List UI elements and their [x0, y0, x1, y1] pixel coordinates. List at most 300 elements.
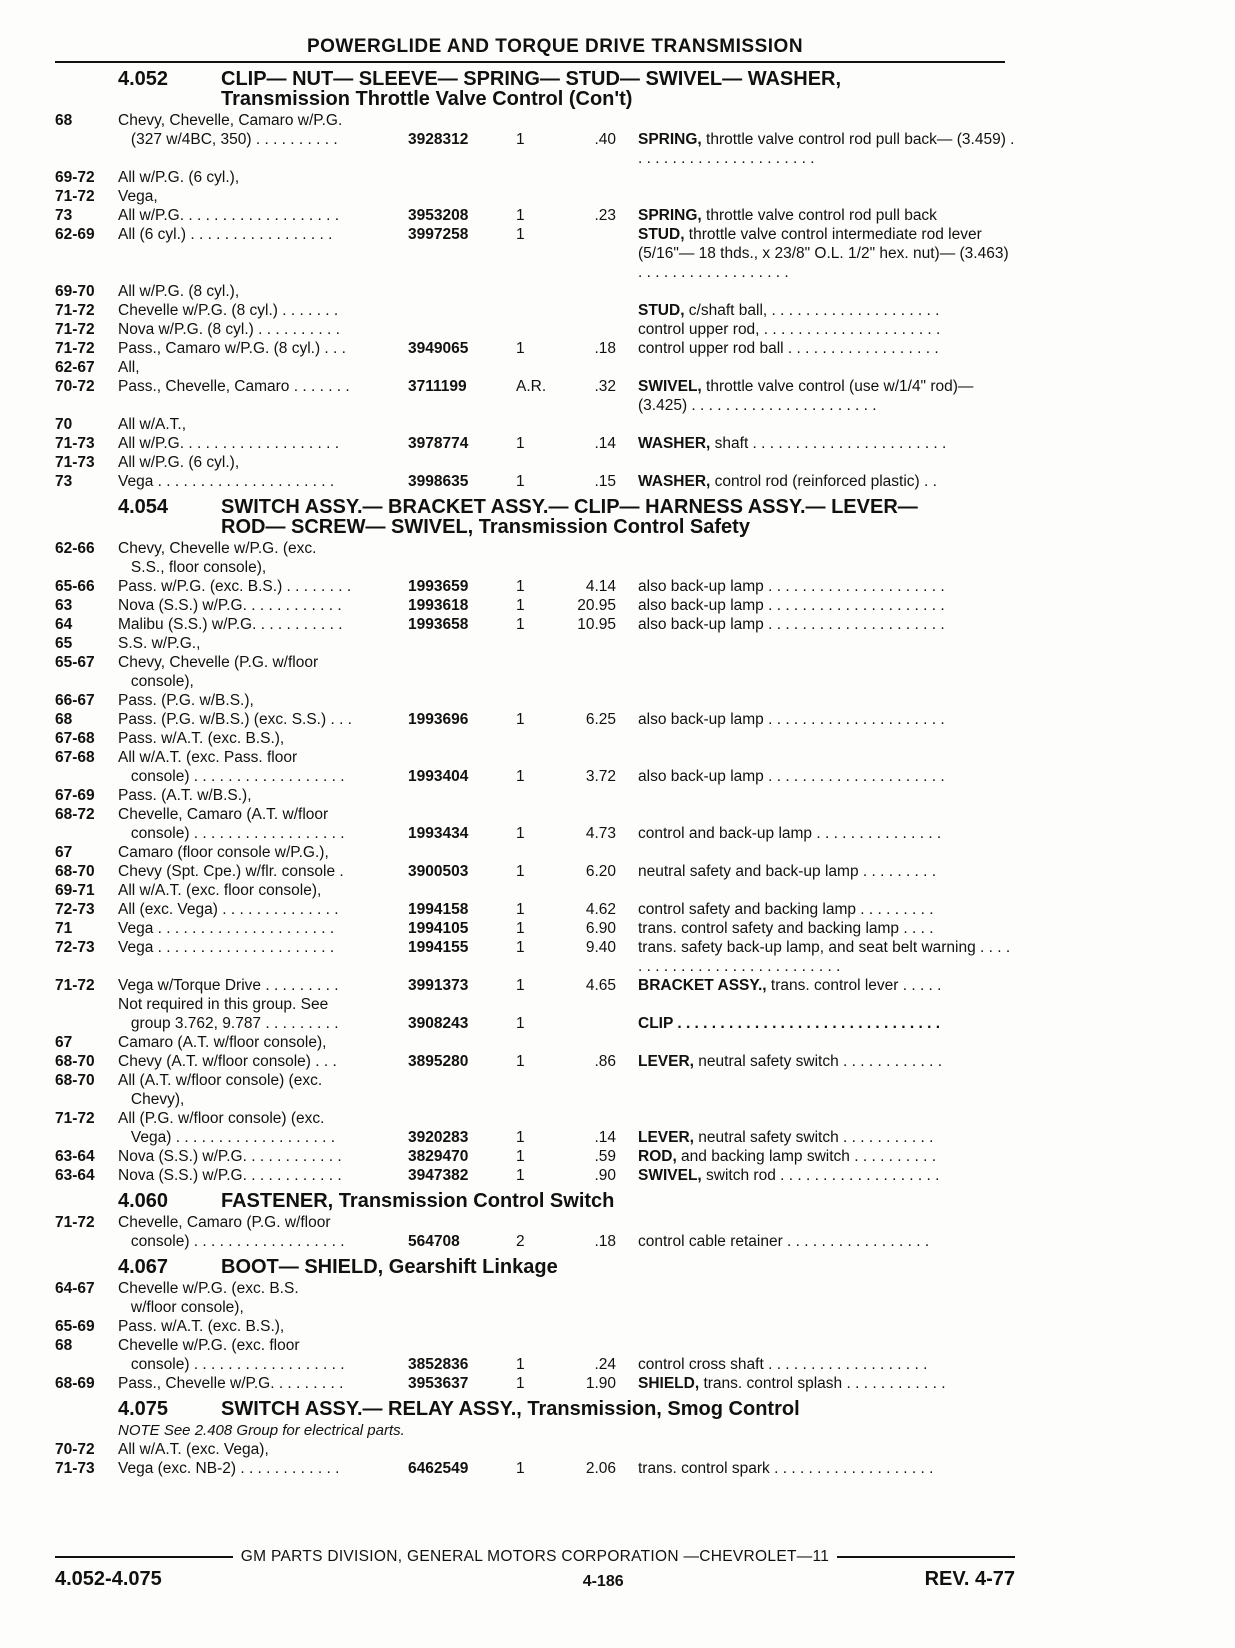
- part-name: WASHER, shaft . . . . . . . . . . . . . . . . . . . . . . .: [638, 435, 947, 452]
- application-description: Pass. (A.T. w/B.S.),: [118, 787, 252, 804]
- application-description: Vega . . . . . . . . . . . . . . . . . . . . .: [118, 473, 335, 490]
- part-name: [638, 558, 1015, 577]
- part-keyword: SWIVEL,: [638, 378, 702, 395]
- quantity: [508, 1298, 556, 1317]
- part-number: [408, 672, 508, 691]
- part-name: [638, 729, 1015, 748]
- application-description: Malibu (S.S.) w/P.G. . . . . . . . . . .: [118, 616, 343, 633]
- part-name: control and back-up lamp . . . . . . . . . . . . . . .: [638, 825, 942, 842]
- model-years: 69-72: [55, 169, 95, 186]
- quantity: 2: [516, 1233, 525, 1250]
- application-description: All w/P.G. . . . . . . . . . . . . . . . . . .: [118, 207, 340, 224]
- part-number: 3920283: [408, 1129, 469, 1146]
- model-years: [55, 1090, 118, 1109]
- part-number: 3991373: [408, 977, 469, 994]
- group-number: 4.060: [118, 1190, 169, 1212]
- quantity: 1: [516, 711, 525, 728]
- table-row: [55, 225, 1015, 282]
- application-description: All w/P.G. (6 cyl.),: [118, 169, 240, 186]
- part-keyword: CLIP . . . . . . . . . . . . . . . . . . . . . . . . . . . . . . .: [638, 1015, 941, 1032]
- group-title: CLIP— NUT— SLEEVE— SPRING— STUD— SWIVEL— WASHER,: [221, 68, 842, 90]
- part-name: [638, 805, 1015, 824]
- price: [556, 672, 638, 691]
- table-row: [55, 995, 1015, 1014]
- part-name: [638, 1440, 1015, 1459]
- part-name: SHIELD, trans. control splash . . . . . . . . . . . .: [638, 1375, 946, 1392]
- application-description: All,: [118, 359, 140, 376]
- application-description: Nova (S.S.) w/P.G. . . . . . . . . . . .: [118, 1148, 342, 1165]
- table-row: [55, 1374, 1015, 1393]
- part-number: [408, 358, 508, 377]
- quantity: [508, 301, 556, 320]
- application-description: Vega . . . . . . . . . . . . . . . . . . . . .: [118, 920, 335, 937]
- part-keyword: WASHER,: [638, 473, 711, 490]
- price: [556, 558, 638, 577]
- table-row: [55, 805, 1015, 824]
- table-row: [55, 786, 1015, 805]
- table-row: [55, 596, 1015, 615]
- model-years: [55, 672, 118, 691]
- part-number: 1993618: [408, 597, 469, 614]
- quantity: [508, 453, 556, 472]
- application-description: All w/A.T. (exc. Pass. floor: [118, 749, 298, 766]
- price: [556, 282, 638, 301]
- part-number: 1994158: [408, 901, 469, 918]
- part-name: [638, 453, 1015, 472]
- table-row: [55, 539, 1015, 558]
- group-note: NOTE See 2.408 Group for electrical parts.: [118, 1422, 405, 1439]
- quantity: 1: [516, 226, 525, 243]
- table-row: [55, 881, 1015, 900]
- application-description: All w/P.G. . . . . . . . . . . . . . . . . . .: [118, 435, 340, 452]
- model-years: [55, 824, 118, 843]
- part-name: [638, 748, 1015, 767]
- table-row: [55, 691, 1015, 710]
- part-number: [408, 558, 508, 577]
- footer-rule-left: [55, 1556, 233, 1558]
- part-number: 3908243: [408, 1015, 469, 1032]
- quantity: [508, 1317, 556, 1336]
- table-row: [55, 748, 1015, 767]
- part-keyword: LEVER,: [638, 1053, 694, 1070]
- table-row: [55, 615, 1015, 634]
- part-number: [408, 1336, 508, 1355]
- table-row: [55, 111, 1015, 130]
- quantity: 1: [516, 901, 525, 918]
- part-number: [408, 634, 508, 653]
- part-number: 3829470: [408, 1148, 469, 1165]
- price: [556, 453, 638, 472]
- model-years: 67-68: [55, 730, 95, 747]
- table-row: [55, 729, 1015, 748]
- application-description: All w/A.T. (exc. Vega),: [118, 1441, 269, 1458]
- application-description: S.S. w/P.G.,: [118, 635, 201, 652]
- part-keyword: WASHER,: [638, 435, 711, 452]
- application-description: Vega . . . . . . . . . . . . . . . . . . . . .: [118, 939, 335, 956]
- price: [556, 1033, 638, 1052]
- quantity: 1: [516, 616, 525, 633]
- table-row: [55, 1355, 1015, 1374]
- quantity: [508, 691, 556, 710]
- application-description: All (exc. Vega) . . . . . . . . . . . . . .: [118, 901, 339, 918]
- quantity: [508, 415, 556, 434]
- table-row: [55, 168, 1015, 187]
- part-number: [408, 729, 508, 748]
- application-description: console),: [118, 673, 194, 690]
- footer-publisher: GM PARTS DIVISION, GENERAL MOTORS CORPORATION —CHEVROLET—11: [240, 1548, 830, 1565]
- part-number: [408, 282, 508, 301]
- application-description: Chevy, Chevelle (P.G. w/floor: [118, 654, 319, 671]
- table-row: [55, 130, 1019, 168]
- part-number: 1993696: [408, 711, 469, 728]
- part-name: control safety and backing lamp . . . . . . . . .: [638, 901, 934, 918]
- application-description: Pass. (P.G. w/B.S.) (exc. S.S.) . . .: [118, 711, 352, 728]
- price: 1.90: [585, 1375, 616, 1392]
- part-number: 3895280: [408, 1053, 469, 1070]
- group-title-block: [221, 497, 1015, 537]
- model-years: 71: [55, 920, 73, 937]
- quantity: [508, 672, 556, 691]
- part-name: STUD, throttle valve control intermediate rod lever (5/16"— 18 thds., x 23/8" O.L. 1/2" hex. nut)— (3.463) . . . . . . . . . . . . . . . . . .: [638, 226, 1013, 281]
- model-years: 63-64: [55, 1148, 95, 1165]
- part-name: [638, 1033, 1015, 1052]
- quantity: [508, 995, 556, 1014]
- part-number: 1994155: [408, 939, 469, 956]
- part-name: [638, 282, 1015, 301]
- model-years: 66-67: [55, 692, 95, 709]
- part-name: ROD, and backing lamp switch . . . . . . . . . .: [638, 1148, 937, 1165]
- application-description: Pass. w/A.T. (exc. B.S.),: [118, 730, 285, 747]
- application-description: Pass. w/A.T. (exc. B.S.),: [118, 1318, 285, 1335]
- quantity: [508, 748, 556, 767]
- group-number: 4.054: [118, 496, 169, 518]
- quantity: 1: [516, 939, 525, 956]
- part-name: [638, 1298, 1015, 1317]
- table-row: [55, 1109, 1015, 1128]
- table-row: [55, 320, 1015, 339]
- price: [556, 881, 638, 900]
- page-footer: [55, 1548, 1015, 1591]
- footer-rule-right: [837, 1556, 1015, 1558]
- price: 6.90: [585, 920, 616, 937]
- price: [556, 1440, 638, 1459]
- quantity: 1: [516, 1015, 525, 1032]
- quantity: [508, 282, 556, 301]
- price: [556, 301, 638, 320]
- group-heading: [55, 69, 1015, 109]
- table-row: [55, 938, 1015, 976]
- price: .15: [594, 473, 616, 490]
- table-row: [55, 1090, 1015, 1109]
- price: [556, 320, 638, 339]
- part-number: [408, 453, 508, 472]
- part-number: 3947382: [408, 1167, 469, 1184]
- table-row: [55, 282, 1015, 301]
- part-name: control cross shaft . . . . . . . . . . . . . . . . . . .: [638, 1356, 928, 1373]
- part-number: 1993434: [408, 825, 469, 842]
- part-keyword: BRACKET ASSY.,: [638, 977, 767, 994]
- group-title: SWITCH ASSY.— BRACKET ASSY.— CLIP— HARNESS ASSY.— LEVER—: [221, 496, 918, 518]
- table-row: [55, 577, 1015, 596]
- part-number: 1993404: [408, 768, 469, 785]
- group-title: FASTENER, Transmission Control Switch: [221, 1190, 615, 1212]
- model-years: 72-73: [55, 939, 95, 956]
- quantity: 1: [516, 597, 525, 614]
- table-row: [55, 1014, 1015, 1033]
- model-years: 71-72: [55, 1110, 95, 1127]
- part-name: SWIVEL, throttle valve control (use w/1/4" rod)— (3.425) . . . . . . . . . . . . . . . . . . . . . .: [638, 378, 978, 414]
- quantity: [508, 1279, 556, 1298]
- part-number: 1994105: [408, 920, 469, 937]
- application-description: console) . . . . . . . . . . . . . . . . . .: [118, 768, 345, 785]
- quantity: 1: [516, 1167, 525, 1184]
- quantity: 1: [516, 863, 525, 880]
- price: 6.20: [585, 863, 616, 880]
- model-years: 63: [55, 597, 73, 614]
- application-description: Chevelle w/P.G. (exc. floor: [118, 1337, 300, 1354]
- price: 6.25: [585, 711, 616, 728]
- parts-group: [55, 1399, 1015, 1478]
- model-years: 67-68: [55, 749, 95, 766]
- application-description: console) . . . . . . . . . . . . . . . . . .: [118, 1356, 345, 1373]
- price: .14: [594, 435, 616, 452]
- quantity: 1: [516, 473, 525, 490]
- part-number: 3852836: [408, 1356, 469, 1373]
- quantity: [508, 1071, 556, 1090]
- model-years: 62-66: [55, 540, 95, 557]
- price: [556, 653, 638, 672]
- price: [556, 634, 638, 653]
- footer-page-number: 4-186: [582, 1573, 624, 1590]
- quantity: [508, 786, 556, 805]
- table-row: [55, 1213, 1015, 1232]
- application-description: Chevy, Chevelle, Camaro w/P.G.: [118, 112, 343, 129]
- table-row: [55, 767, 1015, 786]
- application-description: Pass., Chevelle, Camaro . . . . . . .: [118, 378, 350, 395]
- part-keyword: STUD,: [638, 226, 685, 243]
- quantity: 1: [516, 435, 525, 452]
- application-description: Nova (S.S.) w/P.G. . . . . . . . . . . .: [118, 597, 342, 614]
- part-number: [408, 1440, 508, 1459]
- price: [556, 1090, 638, 1109]
- model-years: 71-72: [55, 340, 95, 357]
- application-description: All w/P.G. (6 cyl.),: [118, 454, 240, 471]
- model-years: [55, 767, 118, 786]
- quantity: [508, 187, 556, 206]
- table-row: [55, 377, 1015, 415]
- price: [556, 1014, 638, 1033]
- part-number: [408, 748, 508, 767]
- price: .86: [594, 1053, 616, 1070]
- price: 4.65: [585, 977, 616, 994]
- price: 3.72: [585, 768, 616, 785]
- price: [556, 187, 638, 206]
- part-name: [638, 843, 1015, 862]
- application-description: Pass., Chevelle w/P.G. . . . . . . . .: [118, 1375, 344, 1392]
- price: .59: [594, 1148, 616, 1165]
- part-name: also back-up lamp . . . . . . . . . . . . . . . . . . . . .: [638, 711, 945, 728]
- price: [556, 805, 638, 824]
- application-description: Chevy, Chevelle w/P.G. (exc.: [118, 540, 317, 557]
- table-row: [55, 1071, 1015, 1090]
- model-years: [55, 1232, 118, 1251]
- part-keyword: SHIELD,: [638, 1375, 700, 1392]
- application-description: Chevelle, Camaro (P.G. w/floor: [118, 1214, 331, 1231]
- table-row: [55, 358, 1015, 377]
- table-row: [55, 1166, 1015, 1185]
- table-row: [55, 1440, 1015, 1459]
- model-years: 71-72: [55, 321, 95, 338]
- application-description: All w/P.G. (8 cyl.),: [118, 283, 240, 300]
- model-years: [55, 130, 118, 168]
- price: [556, 995, 638, 1014]
- quantity: 1: [516, 1053, 525, 1070]
- application-description: Vega,: [118, 188, 158, 205]
- price: [556, 1109, 638, 1128]
- part-name: also back-up lamp . . . . . . . . . . . . . . . . . . . . .: [638, 597, 945, 614]
- price: 2.06: [585, 1460, 616, 1477]
- group-title: SWITCH ASSY.— RELAY ASSY., Transmission, Smog Control: [221, 1398, 800, 1420]
- quantity: [508, 634, 556, 653]
- price: [556, 691, 638, 710]
- part-number: 3900503: [408, 863, 469, 880]
- part-number: 3998635: [408, 473, 469, 490]
- part-keyword: SPRING,: [638, 131, 702, 148]
- price: [556, 1298, 638, 1317]
- part-number: [408, 1033, 508, 1052]
- part-name: [638, 881, 1015, 900]
- application-description: Pass. w/P.G. (exc. B.S.) . . . . . . . .: [118, 578, 352, 595]
- application-description: Vega (exc. NB-2) . . . . . . . . . . . .: [118, 1460, 340, 1477]
- part-name: [638, 634, 1015, 653]
- price: [556, 1213, 638, 1232]
- part-number: 3978774: [408, 435, 469, 452]
- part-keyword: SPRING,: [638, 207, 702, 224]
- price: [556, 415, 638, 434]
- part-name: control cable retainer . . . . . . . . . . . . . . . . .: [638, 1233, 930, 1250]
- quantity: 1: [516, 1356, 525, 1373]
- table-row: [55, 1279, 1015, 1298]
- model-years: 64-67: [55, 1280, 95, 1297]
- footer-revision: REV. 4-77: [924, 1568, 1015, 1590]
- table-row: [55, 301, 1015, 320]
- part-name: [638, 1317, 1015, 1336]
- application-description: Chevelle, Camaro (A.T. w/floor: [118, 806, 329, 823]
- table-row: [55, 206, 1015, 225]
- application-description: Nova w/P.G. (8 cyl.) . . . . . . . . . .: [118, 321, 340, 338]
- application-description: Camaro (A.T. w/floor console),: [118, 1034, 327, 1051]
- group-number: 4.075: [118, 1398, 169, 1420]
- part-name: control upper rod, . . . . . . . . . . . . . . . . . . . . .: [638, 321, 941, 338]
- quantity: 1: [516, 131, 525, 148]
- application-description: (327 w/4BC, 350) . . . . . . . . . .: [118, 131, 338, 148]
- table-row: [55, 1128, 1015, 1147]
- model-years: 70-72: [55, 1441, 95, 1458]
- part-name: WASHER, control rod (reinforced plastic) . .: [638, 473, 937, 490]
- part-number: [408, 1298, 508, 1317]
- part-name: [638, 691, 1015, 710]
- part-keyword: STUD,: [638, 302, 685, 319]
- quantity: 1: [516, 1460, 525, 1477]
- quantity: 1: [516, 1148, 525, 1165]
- quantity: [508, 358, 556, 377]
- footer-group-range: 4.052-4.075: [55, 1568, 162, 1590]
- part-name: [638, 995, 1015, 1014]
- part-number: 3953208: [408, 207, 469, 224]
- group-subtitle: ROD— SCREW— SWIVEL, Transmission Control Safety: [221, 516, 750, 538]
- table-row: [55, 415, 1015, 434]
- part-name: neutral safety and back-up lamp . . . . . . . . .: [638, 863, 937, 880]
- part-name: [638, 111, 1015, 130]
- price: [556, 1317, 638, 1336]
- table-row: [55, 710, 1015, 729]
- model-years: 71-73: [55, 435, 95, 452]
- part-name: trans. safety back-up lamp, and seat belt warning . . . . . . . . . . . . . . . . . . . . . . . . . . . .: [638, 939, 1015, 975]
- model-years: 67: [55, 844, 73, 861]
- model-years: 73: [55, 473, 73, 490]
- table-row: [55, 434, 1015, 453]
- quantity: [508, 805, 556, 824]
- model-years: 65-69: [55, 1318, 95, 1335]
- part-name: trans. control spark . . . . . . . . . . . . . . . . . . .: [638, 1460, 934, 1477]
- part-number: [408, 320, 508, 339]
- part-name: [638, 653, 1015, 672]
- table-row: [55, 672, 1015, 691]
- model-years: [55, 1128, 118, 1147]
- price: .18: [594, 340, 616, 357]
- application-description: Chevelle w/P.G. (exc. B.S.: [118, 1280, 299, 1297]
- price: [556, 1336, 638, 1355]
- part-number: [408, 881, 508, 900]
- price: [556, 358, 638, 377]
- model-years: 68: [55, 1337, 73, 1354]
- part-number: 3997258: [408, 226, 469, 243]
- part-number: 1993659: [408, 578, 469, 595]
- part-number: 3928312: [408, 131, 469, 148]
- table-row: [55, 919, 1015, 938]
- part-name: also back-up lamp . . . . . . . . . . . . . . . . . . . . .: [638, 768, 945, 785]
- part-name: control upper rod ball . . . . . . . . . . . . . . . . . .: [638, 340, 939, 357]
- quantity: 1: [516, 340, 525, 357]
- application-description: Chevy),: [118, 1091, 185, 1108]
- price: [556, 539, 638, 558]
- part-name: [638, 786, 1015, 805]
- quantity: [508, 1440, 556, 1459]
- parts-group: [55, 1257, 1015, 1393]
- application-description: Chevelle w/P.G. (8 cyl.) . . . . . . .: [118, 302, 339, 319]
- group-heading: [55, 1257, 1015, 1277]
- application-description: Chevy (A.T. w/floor console) . . .: [118, 1053, 337, 1070]
- application-description: console) . . . . . . . . . . . . . . . . . .: [118, 1233, 345, 1250]
- part-number: [408, 1213, 508, 1232]
- part-name: SWIVEL, switch rod . . . . . . . . . . . . . . . . . . .: [638, 1167, 940, 1184]
- model-years: 63-64: [55, 1167, 95, 1184]
- application-description: All w/A.T.,: [118, 416, 187, 433]
- price: .18: [594, 1233, 616, 1250]
- table-row: [55, 900, 1015, 919]
- price: [556, 1279, 638, 1298]
- groups-container: [55, 68, 1019, 1478]
- part-number: [408, 1090, 508, 1109]
- group-number: 4.052: [118, 68, 169, 90]
- parts-group: [55, 497, 1015, 1185]
- table-row: [55, 1459, 1015, 1478]
- part-number: 564708: [408, 1233, 460, 1250]
- model-years: 71-73: [55, 1460, 95, 1477]
- group-title-block: [221, 69, 1015, 109]
- application-description: Pass., Camaro w/P.G. (8 cyl.) . . .: [118, 340, 346, 357]
- quantity: [508, 1109, 556, 1128]
